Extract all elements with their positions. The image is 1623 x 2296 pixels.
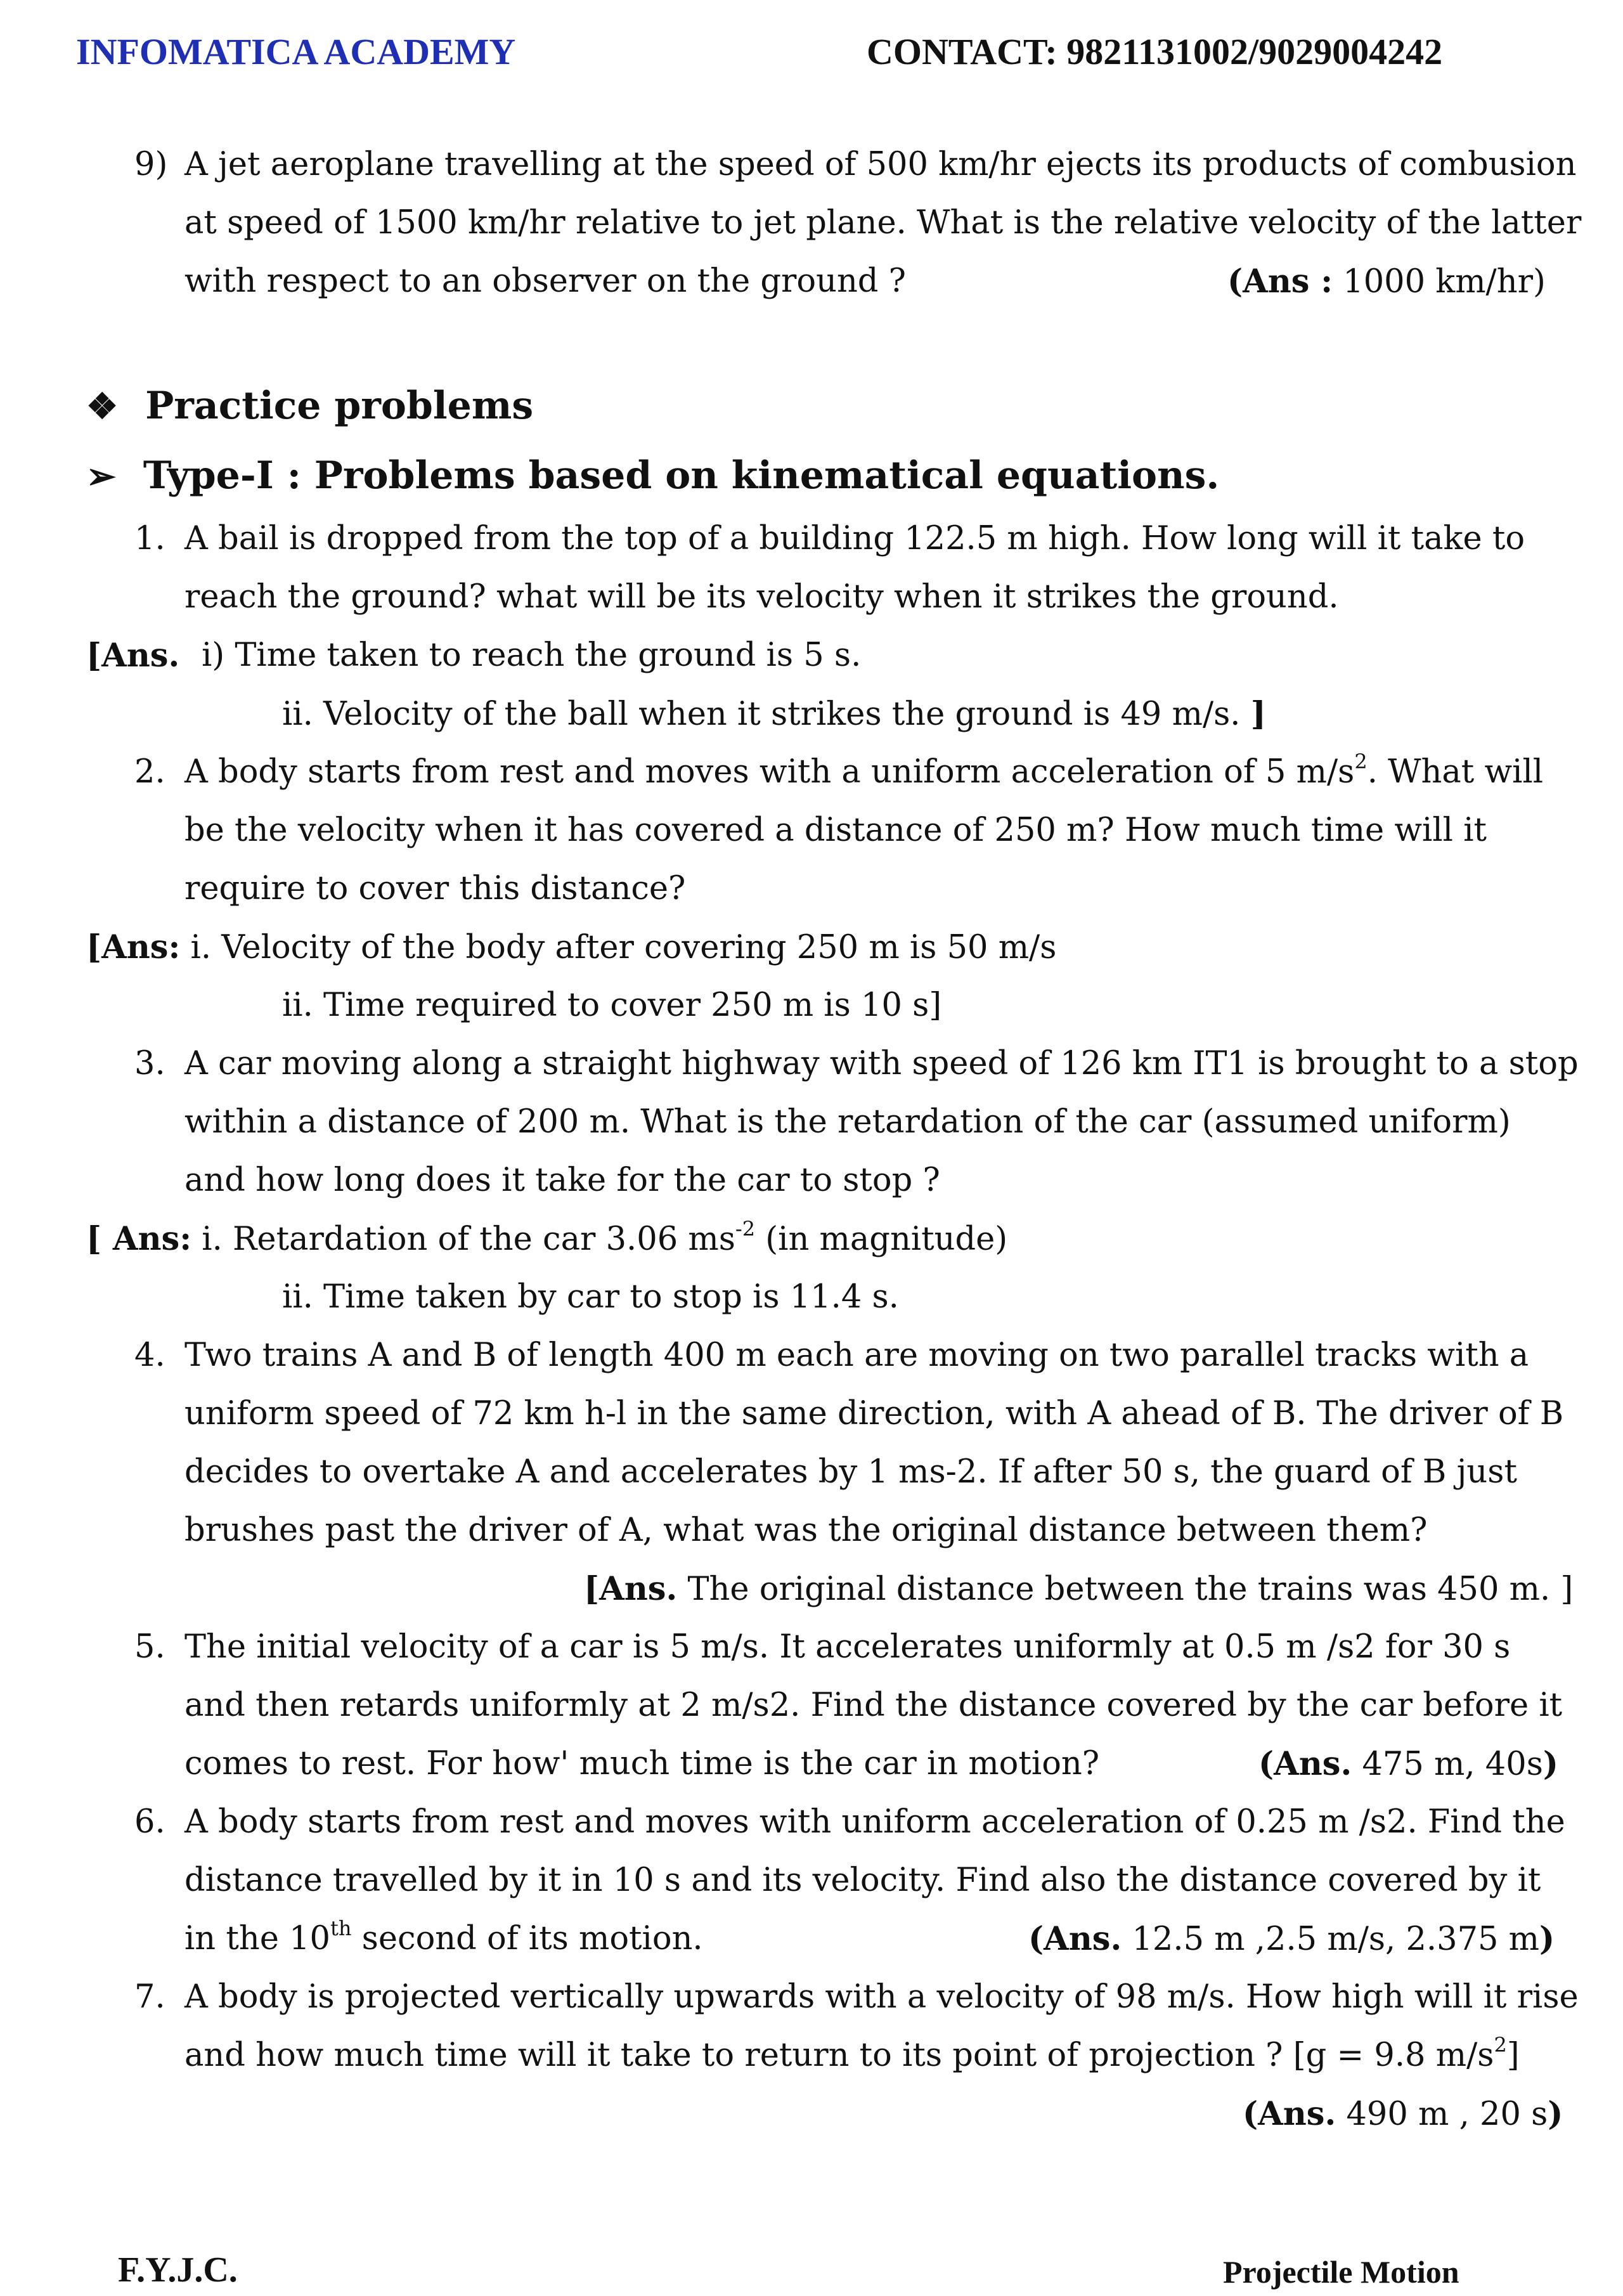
problem-number: 2.	[134, 753, 165, 791]
answer-line	[282, 685, 1266, 744]
problem-line: uniform speed of 72 km h-l in the same direction, with A ahead of B. The driver of B	[184, 1395, 1564, 1432]
answer-label: (Ans :	[1227, 263, 1333, 301]
answer-label: [Ans:	[86, 928, 181, 966]
problem-number: 4.	[134, 1337, 165, 1374]
problem-line: distance travelled by it in 10 s and its velocity. Find also the distance covered by it	[184, 1862, 1541, 1899]
answer	[1243, 2085, 1563, 2144]
superscript: -2	[735, 1217, 756, 1241]
problem-line: decides to overtake A and accelerates by 1 ms-2. If after 50 s, the guard of B just	[184, 1453, 1517, 1491]
answer-value: 475 m, 40s	[1352, 1746, 1543, 1783]
problem-line	[184, 2027, 1520, 2085]
answer-line: ii. Time required to cover 250 m is 10 s]	[282, 987, 942, 1024]
problem-text: ]	[1506, 2037, 1520, 2074]
superscript: th	[330, 1916, 352, 1940]
answer-text: The original distance between the trains was 450 m. ]	[677, 1571, 1574, 1608]
contact-info: CONTACT: 9821131002/9029004242	[867, 31, 1443, 72]
question-number: 9)	[134, 146, 168, 183]
answer-bracket: )	[1542, 1745, 1559, 1783]
answer	[1028, 1910, 1555, 1969]
problem-line: comes to rest. For how' much time is the car in motion?	[184, 1745, 1100, 1782]
answer-value: 1000 km/hr)	[1333, 263, 1546, 301]
problem-text: and how much time will it take to return to its point of projection ? [g = 9.8 m/s	[184, 2037, 1494, 2074]
arrow-bullet-icon: ➢	[86, 455, 116, 497]
problem-line: and then retards uniformly at 2 m/s2. Find the distance covered by the car before it	[184, 1687, 1563, 1724]
question-line: at speed of 1500 km/hr relative to jet plane. What is the relative velocity of the latter	[184, 204, 1582, 242]
answer	[1258, 1735, 1558, 1794]
problem-line: Two trains A and B of length 400 m each are moving on two parallel tracks with a	[184, 1337, 1529, 1374]
type1-heading-text: Type-I : Problems based on kinematical equations.	[143, 453, 1220, 498]
problem-number: 7.	[134, 1978, 165, 2016]
question-line: A jet aeroplane travelling at the speed of 500 km/hr ejects its products of combusion	[184, 146, 1577, 183]
answer-text: i. Velocity of the body after covering 250 m is 50 m/s	[180, 929, 1057, 966]
problem-line: The initial velocity of a car is 5 m/s. It accelerates uniformly at 0.5 m /s2 for 30 s	[184, 1628, 1511, 1666]
footer-course: F.Y.J.C.	[118, 2250, 238, 2290]
problem-number: 5.	[134, 1628, 165, 1666]
answer-line	[86, 1210, 1007, 1269]
problem-text: . What will	[1367, 753, 1544, 791]
answer-line	[86, 918, 1056, 977]
problem-line: A car moving along a straight highway with speed of 126 km IT1 is brought to a stop	[184, 1045, 1579, 1082]
answer-line	[584, 1560, 1573, 1619]
answer-value: 490 m , 20 s	[1336, 2096, 1548, 2133]
answer-line: ii. Time taken by car to stop is 11.4 s.	[282, 1278, 899, 1316]
answer	[1227, 252, 1546, 311]
problem-line: within a distance of 200 m. What is the retardation of the car (assumed uniform)	[184, 1103, 1511, 1141]
answer-label: [Ans.	[86, 637, 180, 675]
answer-label: (Ans.	[1258, 1745, 1352, 1783]
answer-label: (Ans.	[1028, 1920, 1122, 1958]
problem-line: brushes past the driver of A, what was the original distance between them?	[184, 1512, 1428, 1549]
problem-text: in the 10	[184, 1920, 330, 1957]
answer-value: 12.5 m ,2.5 m/s, 2.375 m	[1122, 1921, 1540, 1958]
answer-text: (in magnitude)	[755, 1221, 1008, 1258]
footer-chapter: Projectile Motion	[1223, 2254, 1459, 2290]
problem-number: 1.	[134, 520, 165, 557]
type1-heading	[86, 444, 1219, 508]
practice-heading	[86, 374, 533, 438]
diamond-bullet-icon: ❖	[86, 386, 119, 427]
problem-line	[184, 1910, 703, 1968]
problem-number: 6.	[134, 1803, 165, 1841]
answer-text: i. Retardation of the car 3.06 ms	[191, 1221, 735, 1258]
problem-line: A body is projected vertically upwards with a velocity of 98 m/s. How high will it rise	[184, 1978, 1579, 2016]
academy-name: INFOMATICA ACADEMY	[76, 31, 516, 72]
answer-text: ii. Velocity of the ball when it strikes the ground is 49 m/s.	[282, 696, 1251, 733]
problem-line: be the velocity when it has covered a distance of 250 m? How much time will it	[184, 812, 1487, 849]
superscript: 2	[1354, 749, 1368, 774]
problem-line: A body starts from rest and moves with uniform acceleration of 0.25 m /s2. Find the	[184, 1803, 1565, 1841]
answer-bracket: ]	[1250, 695, 1266, 733]
problem-number: 3.	[134, 1045, 165, 1082]
problem-line: reach the ground? what will be its velocity when it strikes the ground.	[184, 578, 1339, 616]
answer-line: i) Time taken to reach the ground is 5 s.	[202, 637, 862, 674]
problem-line	[184, 743, 1543, 801]
problem-line: A bail is dropped from the top of a building 122.5 m high. How long will it take to	[184, 520, 1525, 557]
practice-heading-text: Practice problems	[145, 384, 534, 428]
question-line: with respect to an observer on the ground ?	[184, 263, 907, 300]
answer-label: [ Ans:	[86, 1220, 192, 1258]
answer-label: (Ans.	[1243, 2095, 1336, 2133]
problem-text: second of its motion.	[351, 1920, 703, 1957]
answer-bracket: )	[1548, 2095, 1563, 2133]
answer-bracket: )	[1539, 1920, 1555, 1958]
problem-text: A body starts from rest and moves with a uniform acceleration of 5 m/s	[184, 753, 1355, 791]
answer-label: [Ans.	[584, 1570, 678, 1608]
superscript: 2	[1494, 2033, 1507, 2057]
problem-line: require to cover this distance?	[184, 870, 686, 907]
problem-line: and how long does it take for the car to stop ?	[184, 1162, 940, 1199]
